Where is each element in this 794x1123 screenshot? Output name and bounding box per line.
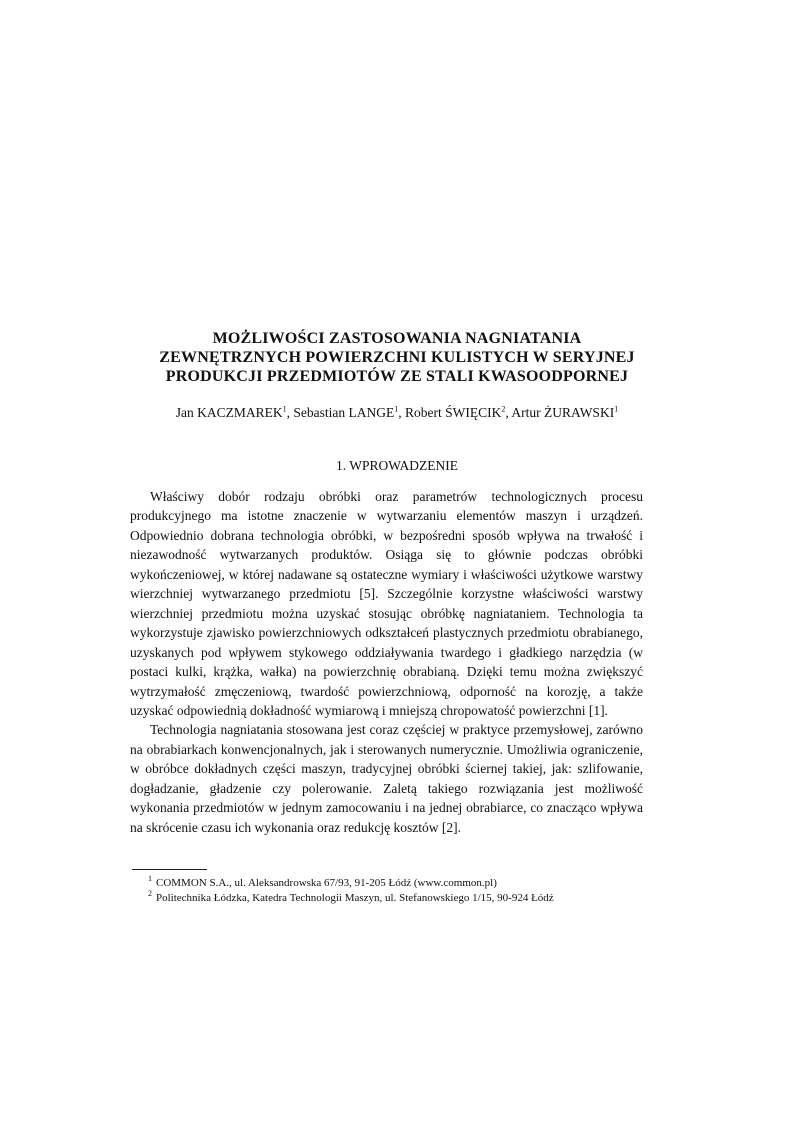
author-name: Robert ŚWIĘCIK — [405, 405, 502, 420]
footnote-marker: 2 — [148, 889, 152, 899]
body-paragraph: Technologia nagniatania stosowana jest coraz częściej w praktyce przemysłowej, zarówno na obrabiarkach konwencjonalnych, jak i sterowanych numerycznie. Umożliwia ograniczenie, w obróbce dokładnych części maszyn, tradycyjnej obróbki ściernej takiej, jak: szlifowanie, dogładzanie, gładzenie czy polerowanie. Zaletą takiego rozwiązania jest możliwość wykonania przedmiotów w jednym zamocowaniu i na jednej obrabiarce, co znacząco wpływa na skrócenie czasu ich wykonania oraz redukcję kosztów [2]. — [130, 722, 643, 835]
affiliation-marker: 1 — [282, 404, 287, 414]
footnote — [148, 891, 668, 906]
affiliation-marker: 1 — [394, 404, 399, 414]
title-line: ZEWNĘTRZNYCH POWIERZCHNI KULISTYCH W SERYJNEJ — [159, 349, 635, 366]
title-line: PRODUKCJI PRZEDMIOTÓW ZE STALI KWASOODPORNEJ — [165, 368, 629, 385]
author-name: Jan KACZMAREK — [175, 405, 283, 420]
title-line: MOŻLIWOŚCI ZASTOSOWANIA NAGNIATANIA — [212, 330, 582, 347]
affiliation-marker: 1 — [614, 404, 619, 414]
footnote-text: Politechnika Łódzka, Katedra Technologii Maszyn, ul. Stefanowskiego 1/15, 90-924 Łódź — [156, 892, 554, 904]
footnotes — [148, 876, 668, 906]
footnote-marker: 1 — [148, 874, 152, 884]
footnote-text: COMMON S.A., ul. Aleksandrowska 67/93, 91-205 Łódź (www.common.pl) — [156, 877, 497, 889]
section-heading: 1. WPROWADZENIE — [336, 458, 458, 473]
footnote — [148, 876, 668, 891]
author-name: Artur ŻURAWSKI — [511, 405, 615, 420]
footnote-separator — [132, 869, 207, 870]
affiliation-marker: 2 — [501, 404, 506, 414]
section-body — [130, 487, 643, 837]
author-list: Jan KACZMAREK$^1$, Sebastian LANGE$^1$, Robert ŚWIĘCIK$^2$, Artur ŻURAWSKI$^1$ — [175, 404, 619, 420]
body-paragraph: Właściwy dobór rodzaju obróbki oraz parametrów technologicznych procesu produkcyjnego ma istotne znaczenie w wytwarzaniu elementów maszyn i urządzeń. Odpowiednio dobrana technologia obróbki, w bezpośredni sposób wpływa na trwałość i niezawodność wytwarzanych produktów. Osiąga się to głównie podczas obróbki wykończeniowej, w której nadawane są ostateczne wymiary i właściwości użytkowe warstwy wierzchniej wytwarzanego przedmiotu [5]. Szczególnie korzystne właściwości warstwy wierzchniej przedmiotu można uzyskać stosując obróbkę nagniataniem. Technologia ta wykorzystuje zjawisko powierzchniowych odkształceń plastycznych przedmiotu obrabianego, uzyskanych pod wpływem stykowego oddziaływania twardego i gładkiego narzędzia (w postaci kulki, krążka, wałka) na powierzchnię obrabianą. Dzięki temu można zwiększyć wytrzymałość zmęczeniową, twardość powierzchniową, odporność na korozję, a także uzyskać odpowiednią dokładność wymiarową i mniejszą chropowatość powierzchni [1]. — [130, 489, 643, 718]
author-name: Sebastian LANGE — [293, 405, 395, 420]
paper-title — [100, 329, 694, 386]
